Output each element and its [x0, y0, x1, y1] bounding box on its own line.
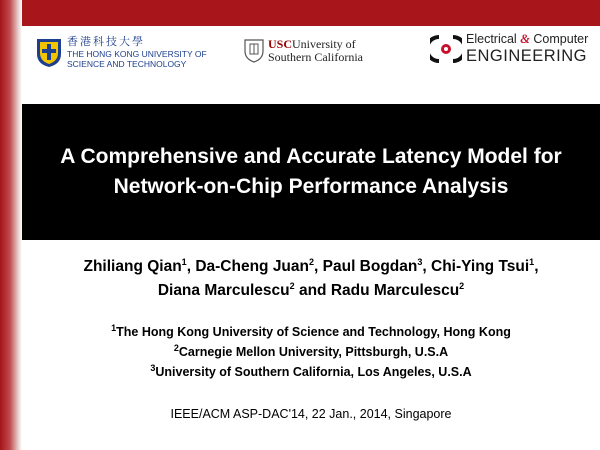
hkust-logo: [36, 36, 207, 69]
ece-ampersand: &: [520, 32, 530, 46]
hkust-name-chinese: 香港科技大學: [67, 36, 145, 48]
affiliation-text: University of Southern California, Los Angeles, U.S.A: [155, 365, 472, 379]
hkust-name-english-2: SCIENCE AND TECHNOLOGY: [67, 59, 187, 69]
author-sep: ,: [314, 258, 323, 275]
author-sep: ,: [186, 258, 196, 275]
author-affil-sup: 1: [181, 256, 187, 267]
author-affil-sup: 3: [417, 256, 423, 267]
author-name: Zhiliang Qian: [83, 258, 182, 275]
author-name: Paul Bogdan: [322, 258, 418, 275]
author-name: Da-Cheng Juan: [195, 258, 309, 275]
affiliation-list: [22, 322, 600, 382]
author-name: Chi-Ying Tsui: [431, 258, 530, 275]
affiliation-item: [22, 322, 600, 342]
venue-text: IEEE/ACM ASP-DAC'14, 22 Jan., 2014, Singapore: [170, 407, 452, 421]
author-line-1: [22, 255, 600, 279]
logo-header: [22, 26, 600, 104]
ece-word-electrical: Electrical: [466, 32, 521, 46]
author-sep: ,: [534, 258, 539, 275]
ece-emblem-icon: [430, 33, 462, 65]
title-banner: [22, 104, 600, 240]
ece-word-computer: Computer: [529, 32, 589, 46]
affiliation-sup: 2: [173, 342, 179, 353]
usc-line1: University of: [292, 37, 356, 51]
usc-logo: [244, 38, 363, 64]
affiliation-sup: 3: [150, 362, 156, 373]
affiliation-text: The Hong Kong University of Science and Technology, Hong Kong: [116, 325, 511, 339]
affiliation-item: [22, 342, 600, 362]
author-affil-sup: 2: [309, 256, 315, 267]
usc-mark: USC: [268, 37, 293, 51]
author-affil-sup: 2: [459, 280, 465, 291]
hkust-name-english-1: THE HONG KONG UNIVERSITY OF: [67, 49, 207, 59]
author-affil-sup: 1: [529, 256, 535, 267]
usc-seal-icon: [244, 39, 264, 63]
author-line-2: [22, 279, 600, 303]
usc-line2: Southern California: [268, 50, 363, 64]
author-affil-sup: 2: [289, 280, 295, 291]
affiliation-sup: 1: [111, 322, 117, 333]
ece-logo: [430, 32, 588, 65]
author-sep: and: [294, 282, 331, 299]
left-gradient-bar: [0, 0, 22, 450]
ece-word-engineering: ENGINEERING: [466, 47, 588, 65]
title-line-2: Network-on-Chip Performance Analysis: [113, 175, 509, 198]
author-name: Diana Marculescu: [157, 282, 290, 299]
author-list: [22, 255, 600, 303]
hkust-crest-icon: [36, 38, 62, 68]
author-name: Radu Marculescu: [330, 282, 460, 299]
affiliation-item: [22, 362, 600, 382]
author-sep: ,: [422, 258, 432, 275]
title-line-1: A Comprehensive and Accurate Latency Model for: [60, 145, 562, 168]
top-red-bar: [0, 0, 600, 26]
affiliation-text: Carnegie Mellon University, Pittsburgh, U.S.A: [178, 345, 449, 359]
